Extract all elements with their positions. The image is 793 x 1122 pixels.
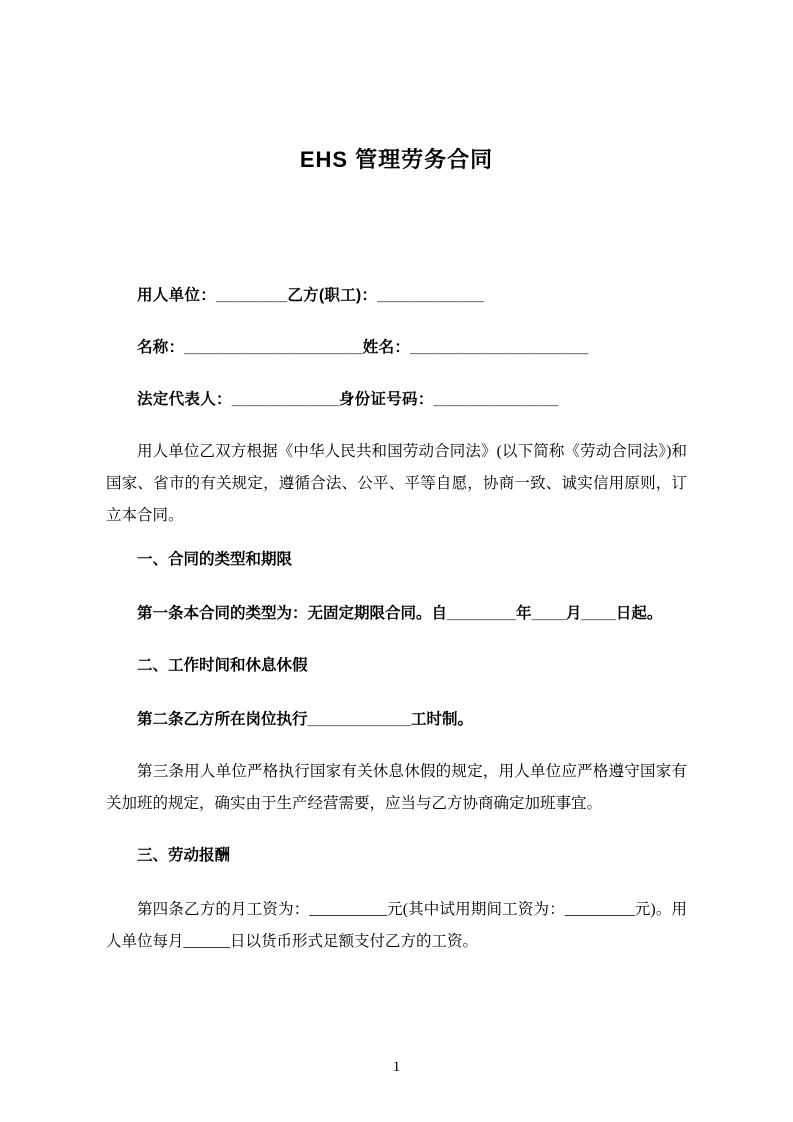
clause-3: 第三条用人单位严格执行国家有关休息休假的规定，用人单位应严格遵守国家有关加班的规定，确实由于生产经营需要，应当与乙方协商确定加班事宜。 bbox=[106, 763, 687, 812]
section-3-heading: 三、劳动报酬 bbox=[137, 847, 231, 864]
clause-2: 第二条乙方所在岗位执行____________工时制。 bbox=[137, 711, 473, 728]
section-1-heading: 一、合同的类型和期限 bbox=[137, 551, 293, 568]
section-2-heading: 二、工作时间和休息休假 bbox=[137, 657, 308, 674]
document-title: EHS 管理劳务合同 bbox=[299, 147, 494, 172]
clause-4: 第四条乙方的月工资为：__________元(其中试用期间工资为：_________元)。用人单位每月______日以货币形式足额支付乙方的工资。 bbox=[106, 901, 687, 950]
intro-paragraph: 用人单位乙双方根据《中华人民共和国劳动合同法》(以下简称《劳动合同法》)和国家、省市的有关规定，遵循合法、公平、平等自愿，协商一致、诚实信用原则，订立本合同。 bbox=[106, 443, 687, 524]
clause-1: 第一条本合同的类型为：无固定期限合同。自________年____月____日起。 bbox=[137, 605, 663, 622]
party-line-legal-rep: 法定代表人：____________身份证号码：______________ bbox=[137, 391, 559, 408]
party-line-employer: 用人单位：________乙方(职工)：____________ bbox=[137, 287, 485, 304]
page-number: 1 bbox=[392, 1059, 401, 1075]
party-line-names: 名称：____________________姓名：____________________ bbox=[137, 339, 589, 356]
